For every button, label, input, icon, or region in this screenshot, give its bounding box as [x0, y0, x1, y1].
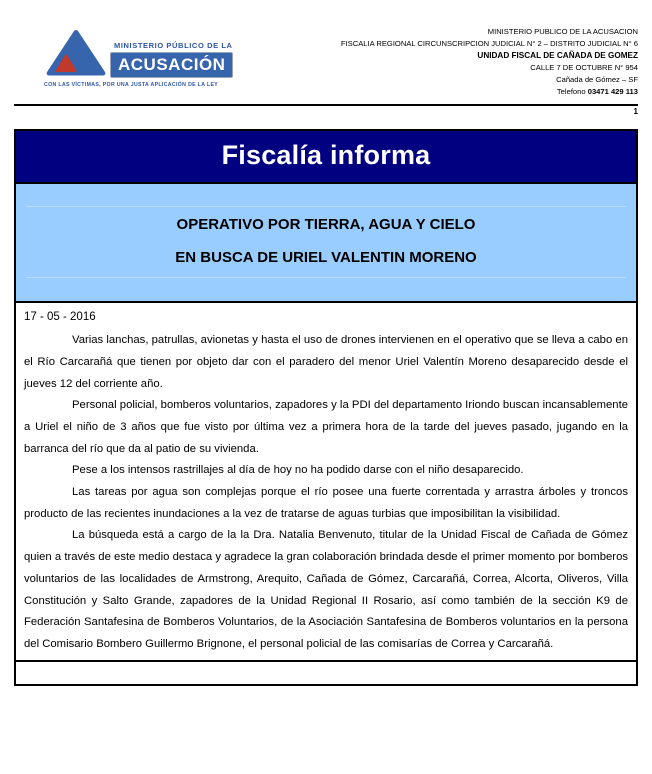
article-body — [16, 301, 636, 660]
org-line-telephone — [341, 86, 638, 98]
logo-tagline: CON LAS VÍCTIMAS, POR UNA JUSTA APLICACIÓN DE LA LEY — [44, 82, 219, 88]
document-footer-row — [16, 660, 636, 684]
logo-top-line: MINISTERIO PÚBLICO DE LA — [114, 41, 233, 50]
org-line-ministry: MINISTERIO PUBLICO DE LA ACUSACION — [487, 27, 638, 36]
subtitle-spacer-bottom — [26, 278, 626, 301]
organization-address-block — [341, 24, 638, 98]
telephone-label: Telefono — [556, 86, 586, 96]
subtitle-spacer-top — [26, 184, 626, 207]
triangle-logo-icon — [44, 28, 108, 80]
institution-logo — [14, 24, 233, 80]
org-line-regional: FISCALIA REGIONAL CIRCUNSCRIPCION JUDICIAL N° 2 – DISTRITO JUDICIAL N° 6 — [340, 38, 638, 48]
telephone-number: 03471 429 113 — [587, 86, 638, 96]
article-paragraph: Varias lanchas, patrullas, avionetas y hasta el uso de drones intervienen en el operativo que se lleva a cabo en el Río Carcarañá que tienen por objeto dar con el paradero del menor Uriel Valentín Moreno desaparecido desde el jueves 12 del corriente año. — [24, 334, 628, 390]
document-table — [14, 129, 638, 686]
org-line-city: Cañada de Gómez – SF — [556, 75, 638, 84]
logo-acusacion-text: ACUSACIÓN — [110, 52, 233, 78]
article-paragraph: Pese a los intensos rastrillajes al día de hoy no ha podido darse con el niño desaparecido. — [72, 464, 524, 477]
org-line-unit: UNIDAD FISCAL DE CAÑADA DE GOMEZ — [477, 50, 638, 60]
subtitle-line-1: OPERATIVO POR TIERRA, AGUA Y CIELO — [176, 215, 476, 233]
banner-title: Fiscalía informa — [221, 139, 431, 170]
subtitle-line-2: EN BUSCA DE URIEL VALENTIN MORENO — [26, 243, 626, 278]
org-line-street: CALLE 7 DE OCTUBRE N° 954 — [530, 63, 638, 73]
article-paragraph: Las tareas por agua son complejas porque el río posee una fuerte correntada y arrastra árboles y troncos producto de las recientes inundaciones a la vez de tratarse de aguas turbias que imposibilitan la visibilidad. — [24, 486, 628, 520]
letterhead — [0, 0, 652, 98]
subtitle-block — [16, 182, 636, 302]
page-number: 1 — [633, 106, 638, 116]
banner-row — [16, 131, 636, 182]
article-paragraph: La búsqueda está a cargo de la la Dra. Natalia Benvenuto, titular de la Unidad Fiscal de Cañada de Gómez quien a través de este medio destaca y agradece la gran colaboración brindada desde el primer momento por bomberos voluntarios de las localidades de Armstrong, Arequito, Cañada de Gómez, Carcarañá, Correa, Alcorta, Oliveros, Villa Constitución y Salto Grande, zapadores de la Unidad Regional II Rosario, así como también de la sección K9 de Federación Santafesina de Bomberos Voluntarios, de la Asociación Santafesina de Bomberos voluntarios en la persona del Comisario Bombero Guillermo Brignone, el personal policial de las comisarías de Correa y Carcarañá. — [24, 529, 628, 650]
article-paragraph: Personal policial, bomberos voluntarios, zapadores y la PDI del departamento Iriondo buscan incansablemente a Uriel el niño de 3 años que fue visto por última vez a primera hora de la tarde del jueves pasado, jugando en la barranca del río que da al patio de su vivienda. — [24, 399, 628, 455]
article-date: 17 - 05 - 2016 — [24, 311, 96, 324]
logo-tagline-wrap — [44, 80, 218, 88]
logo-wordmark — [110, 28, 233, 78]
